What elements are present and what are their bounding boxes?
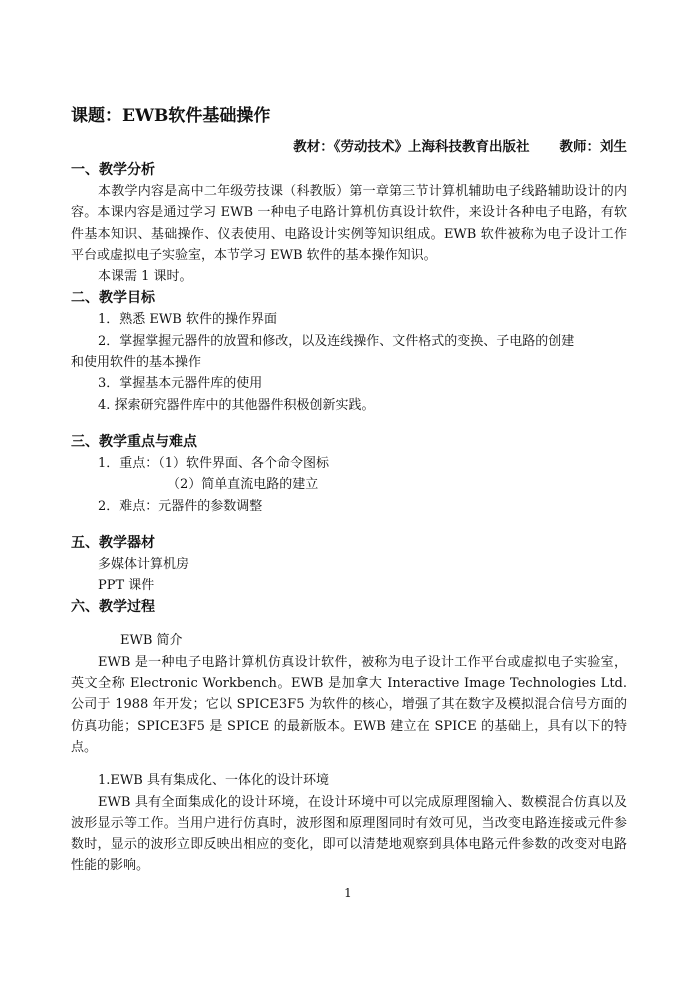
objective-item-continued: 和使用软件的基本操作 <box>71 355 202 371</box>
section-heading-objectives: 二、教学目标 <box>71 290 155 307</box>
section-heading-process: 六、教学过程 <box>71 599 155 616</box>
key-point-subitem: （2）简单直流电路的建立 <box>167 477 319 493</box>
objective-item: 2．掌握掌握元器件的放置和修改，以及连线操作、文件格式的变换、子电路的创建 <box>98 333 575 349</box>
difficulty-item: 2．难点：元器件的参数调整 <box>98 498 263 514</box>
equipment-item: 多媒体计算机房 <box>98 556 190 572</box>
section-heading-analysis: 一、教学分析 <box>71 162 155 178</box>
teacher-info: 教师：刘生 <box>559 139 627 155</box>
equipment-item: PPT 课件 <box>98 578 155 594</box>
lesson-meta <box>71 135 627 159</box>
objective-item: 3．掌握基本元器件库的使用 <box>98 376 263 392</box>
objective-item: 1．熟悉 EWB 软件的操作界面 <box>98 312 277 328</box>
intro-paragraph: EWB 是一种电子电路计算机仿真设计软件，被称为电子设计工作平台或虚拟电子实验室，英文全称 Electronic Workbench。EWB 是加拿大 Interactive Image Technologies Ltd.公司于 1988 年开发；它以 SPICE3F5 为软件的核心，增强了其在数字及模拟混合信号方面的仿真功能；SPICE3F5 是 SPICE 的最新版本。EWB 建立在 SPICE 的基础上，具有以下的特点。 <box>71 654 627 755</box>
lesson-title: 课题：EWB软件基础操作 <box>71 106 271 126</box>
analysis-paragraph: 本教学内容是高中二年级劳技课（科教版）第一章第三节计算机辅助电子线路辅助设计的内容。本课内容是通过学习 EWB 一种电子电路计算机仿真设计软件，来设计各种电子电路，有软件基本知识、基础操作、仪表使用、电路设计实例等知识组成。EWB 软件被称为电子设计工作平台或虚拟电子实验室，本节学习 EWB 软件的基本操作知识。 <box>71 184 627 263</box>
section-heading-key-points: 三、教学重点与难点 <box>71 433 197 450</box>
page-number: 1 <box>344 886 352 900</box>
subsection-title: EWB 简介 <box>120 633 183 649</box>
class-hours: 本课需 1 课时。 <box>98 269 193 285</box>
lesson-plan <box>71 103 627 877</box>
feature-paragraph: EWB 具有全面集成化的设计环境，在设计环境中可以完成原理图输入、数模混合仿真以及波形显示等工作。当用户进行仿真时，波形图和原理图同时有效可见，当改变电路连接或元件参数时，显示的波形立即反映出相应的变化，即可以清楚地观察到具体电路元件参数的改变对电路性能的影响。 <box>71 794 627 874</box>
objective-item: 4. 探索研究器件库中的其他器件积极创新实践。 <box>98 397 375 413</box>
feature-title: 1.EWB 具有集成化、一体化的设计环境 <box>98 773 329 789</box>
textbook-info: 教材：《劳动技术》上海科技教育出版社 <box>293 139 530 155</box>
section-heading-equipment: 五、教学器材 <box>71 534 155 551</box>
key-point-item: 1．重点：（1）软件界面、各个命令图标 <box>98 455 330 471</box>
